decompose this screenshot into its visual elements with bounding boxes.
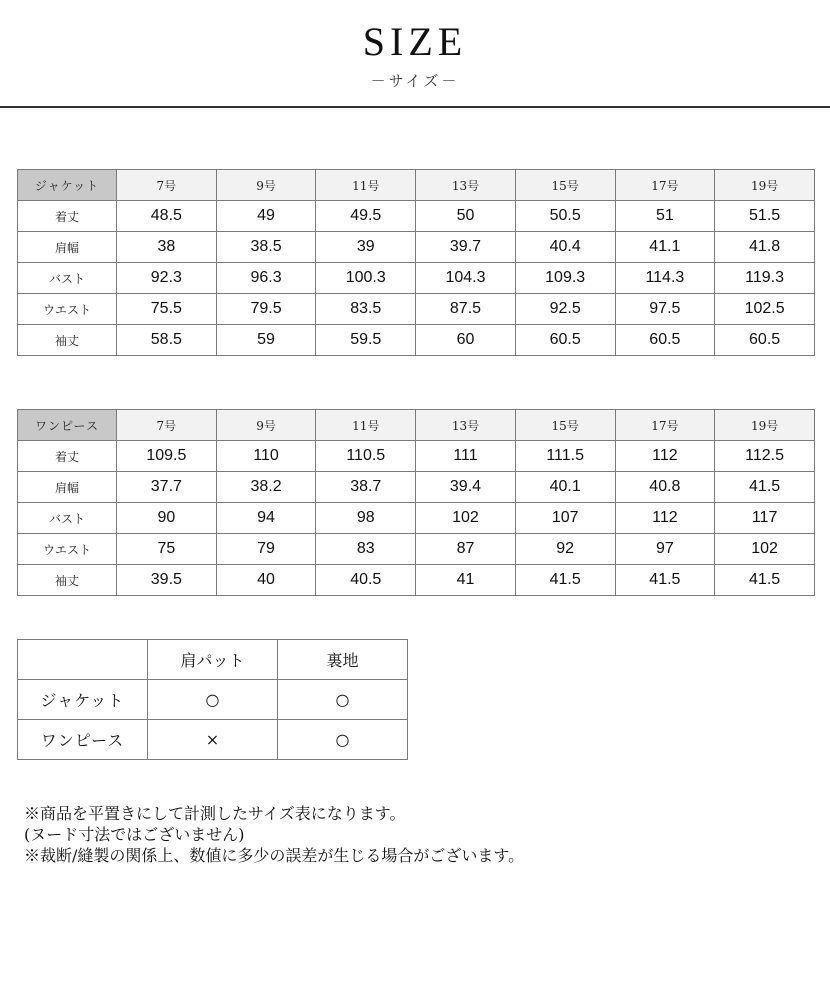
measurement-value: 59.5	[316, 325, 416, 356]
measurement-value: 112.5	[715, 441, 815, 472]
measurement-value: 83.5	[316, 294, 416, 325]
measurement-value: 75	[117, 534, 217, 565]
measurement-value: 109.5	[117, 441, 217, 472]
size-header: 13号	[416, 170, 516, 201]
measurement-label: 着丈	[18, 441, 117, 472]
measurement-value: 119.3	[715, 263, 815, 294]
measurement-value: 41.8	[715, 232, 815, 263]
table-row	[18, 534, 815, 565]
item-label: ワンピース	[18, 720, 148, 760]
measurement-value: 41	[416, 565, 516, 596]
features-column-header: 裏地	[278, 640, 408, 680]
measurement-value: 112	[615, 441, 715, 472]
measurement-value: 97.5	[615, 294, 715, 325]
measurement-value: 50.5	[515, 201, 615, 232]
table-row	[18, 441, 815, 472]
table-row	[18, 325, 815, 356]
measurement-value: 100.3	[316, 263, 416, 294]
measurement-value: 92.3	[117, 263, 217, 294]
measurement-value: 37.7	[117, 472, 217, 503]
page-subtitle: －サイズ－	[370, 72, 460, 90]
measurement-value: 58.5	[117, 325, 217, 356]
item-label: ジャケット	[18, 680, 148, 720]
note-line: ※裁断/縫製の関係上、数値に多少の誤差が生じる場合がございます。	[24, 846, 525, 865]
size-header: 15号	[515, 170, 615, 201]
measurement-value: 38.5	[216, 232, 316, 263]
measurement-value: 41.5	[515, 565, 615, 596]
measurement-value: 40.8	[615, 472, 715, 503]
measurement-value: 39	[316, 232, 416, 263]
size-header: 9号	[216, 410, 316, 441]
table-row	[18, 201, 815, 232]
measurement-value: 40.1	[515, 472, 615, 503]
measurement-value: 117	[715, 503, 815, 534]
table-header-row	[18, 170, 815, 201]
feature-mark: ○	[148, 680, 278, 720]
table-corner-label: ワンピース	[18, 410, 117, 441]
measurement-value: 51	[615, 201, 715, 232]
size-header: 9号	[216, 170, 316, 201]
measurement-value: 111.5	[515, 441, 615, 472]
features-table-body	[18, 640, 408, 760]
measurement-value: 38.2	[216, 472, 316, 503]
measurement-value: 39.4	[416, 472, 516, 503]
measurement-value: 107	[515, 503, 615, 534]
measurement-value: 50	[416, 201, 516, 232]
table-corner-label: ジャケット	[18, 170, 117, 201]
table-row	[18, 232, 815, 263]
measurement-value: 87	[416, 534, 516, 565]
measurement-value: 94	[216, 503, 316, 534]
page-title: SIZE	[362, 19, 468, 64]
measurement-label: バスト	[18, 263, 117, 294]
measurement-label: 着丈	[18, 201, 117, 232]
feature-mark: ○	[278, 720, 408, 760]
measurement-value: 51.5	[715, 201, 815, 232]
measurement-value: 114.3	[615, 263, 715, 294]
measurement-value: 41.5	[715, 565, 815, 596]
measurement-value: 59	[216, 325, 316, 356]
measurement-value: 90	[117, 503, 217, 534]
dress-size-table	[17, 409, 815, 596]
table-row	[18, 720, 408, 760]
header-divider	[0, 106, 830, 108]
size-header: 17号	[615, 410, 715, 441]
measurement-value: 48.5	[117, 201, 217, 232]
feature-mark: ×	[148, 720, 278, 760]
dress-table-body	[18, 410, 815, 596]
size-header: 19号	[715, 410, 815, 441]
measurement-label: 袖丈	[18, 325, 117, 356]
measurement-value: 102.5	[715, 294, 815, 325]
note-line: ※商品を平置きにして計測したサイズ表になります。	[24, 804, 406, 823]
measurement-label: 肩幅	[18, 472, 117, 503]
measurement-value: 87.5	[416, 294, 516, 325]
measurement-value: 97	[615, 534, 715, 565]
size-header: 7号	[117, 410, 217, 441]
table-header-row	[18, 410, 815, 441]
measurement-value: 98	[316, 503, 416, 534]
measurement-value: 41.5	[615, 565, 715, 596]
measurement-value: 75.5	[117, 294, 217, 325]
measurement-value: 110.5	[316, 441, 416, 472]
measurement-value: 60.5	[615, 325, 715, 356]
size-header: 11号	[316, 410, 416, 441]
measurement-value: 38	[117, 232, 217, 263]
size-header: 15号	[515, 410, 615, 441]
measurement-value: 83	[316, 534, 416, 565]
measurement-value: 60	[416, 325, 516, 356]
table-row	[18, 263, 815, 294]
table-row	[18, 565, 815, 596]
notes	[24, 803, 524, 866]
measurement-value: 41.1	[615, 232, 715, 263]
measurement-value: 38.7	[316, 472, 416, 503]
measurement-value: 102	[416, 503, 516, 534]
measurement-value: 104.3	[416, 263, 516, 294]
table-row	[18, 472, 815, 503]
jacket-table-body	[18, 170, 815, 356]
measurement-value: 111	[416, 441, 516, 472]
size-header: 11号	[316, 170, 416, 201]
features-table	[17, 639, 408, 760]
measurement-value: 92.5	[515, 294, 615, 325]
features-column-header	[18, 640, 148, 680]
measurement-value: 60.5	[715, 325, 815, 356]
table-row	[18, 294, 815, 325]
note-line: (ヌード寸法ではございません)	[24, 825, 245, 844]
table-row	[18, 503, 815, 534]
measurement-value: 102	[715, 534, 815, 565]
measurement-value: 39.7	[416, 232, 516, 263]
measurement-value: 79.5	[216, 294, 316, 325]
measurement-label: バスト	[18, 503, 117, 534]
measurement-value: 79	[216, 534, 316, 565]
size-header: 17号	[615, 170, 715, 201]
measurement-value: 112	[615, 503, 715, 534]
measurement-value: 49	[216, 201, 316, 232]
measurement-value: 109.3	[515, 263, 615, 294]
measurement-value: 39.5	[117, 565, 217, 596]
measurement-value: 110	[216, 441, 316, 472]
measurement-value: 40.5	[316, 565, 416, 596]
features-column-header: 肩パット	[148, 640, 278, 680]
jacket-size-table	[17, 169, 815, 356]
feature-mark: ○	[278, 680, 408, 720]
table-row	[18, 680, 408, 720]
measurement-value: 41.5	[715, 472, 815, 503]
measurement-value: 49.5	[316, 201, 416, 232]
size-header: 7号	[117, 170, 217, 201]
measurement-value: 92	[515, 534, 615, 565]
measurement-label: 袖丈	[18, 565, 117, 596]
measurement-value: 96.3	[216, 263, 316, 294]
measurement-value: 40	[216, 565, 316, 596]
size-header: 19号	[715, 170, 815, 201]
features-header-row	[18, 640, 408, 680]
measurement-value: 40.4	[515, 232, 615, 263]
size-header: 13号	[416, 410, 516, 441]
measurement-label: ウエスト	[18, 294, 117, 325]
measurement-label: 肩幅	[18, 232, 117, 263]
measurement-value: 60.5	[515, 325, 615, 356]
measurement-label: ウエスト	[18, 534, 117, 565]
